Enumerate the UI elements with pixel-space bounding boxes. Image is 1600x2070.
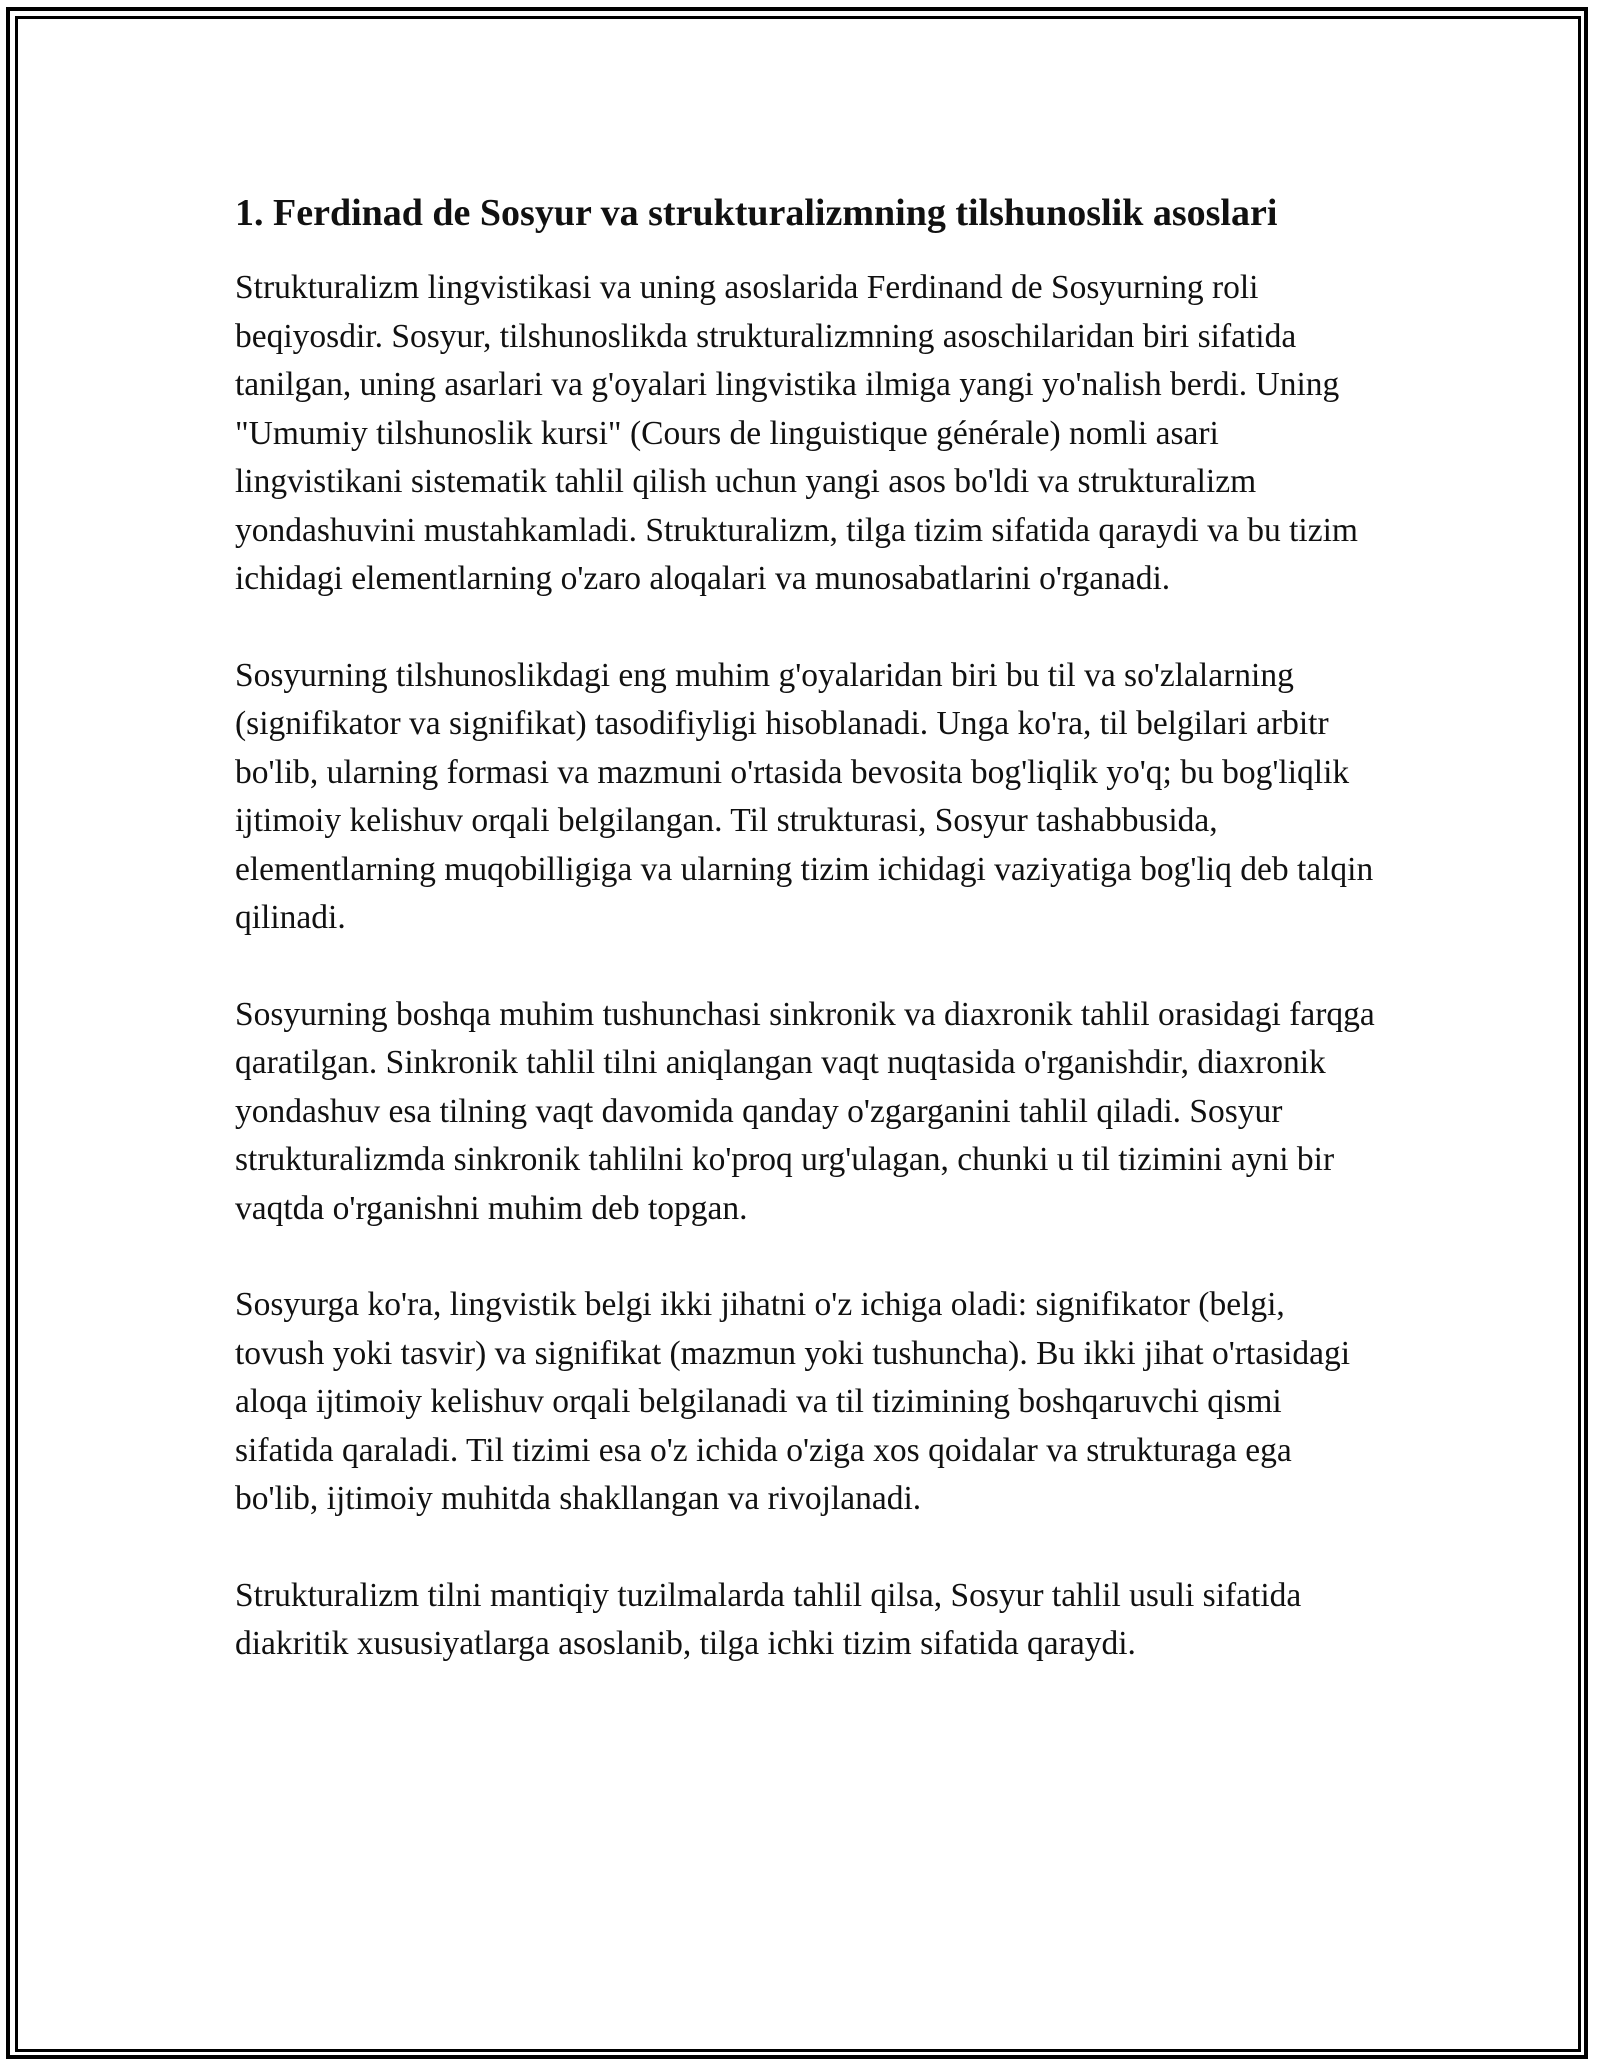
paragraph-5: Strukturalizm tilni mantiqiy tuzilmalarda tahlil qilsa, Sosyur tahlil usuli sifatida diakritik xususiyatlarga asoslanib, tilga ichki tizim sifatida qaraydi. (235, 1576, 1302, 1662)
document-body (235, 186, 1375, 1669)
paragraph-1: Strukturalizm lingvistikasi va uning asoslarida Ferdinand de Sosyurning roli beqiyosdir. Sosyur, tilshunoslikda strukturalizmning asoschilaridan biri sifatida tanilgan, uning asarlari va g'oyalari lingvistika ilmiga yangi yo'nalish berdi. Uning "Umumiy tilshunoslik kursi" (Cours de linguistique générale) nomli asari lingvistikani sistematik tahlil qilish uchun yangi asos bo'ldi va strukturalizm yondashuvini mustahkamladi. Strukturalizm, tilga tizim sifatida qaraydi va bu tizim ichidagi elementlarning o'zaro aloqalari va munosabatlarini o'rganadi. (235, 269, 1358, 597)
section-heading: 1. Ferdinad de Sosyur va strukturalizmning tilshunoslik asoslari (235, 192, 1278, 234)
paragraph-3: Sosyurning boshqa muhim tushunchasi sinkronik va diaxronik tahlil orasidagi farqga qaratilgan. Sinkronik tahlil tilni aniqlangan vaqt nuqtasida o'rganishdir, diaxronik yondashuv esa tilning vaqt davomida qanday o'zgarganini tahlil qiladi. Sosyur strukturalizmda sinkronik tahlilni ko'proq urg'ulagan, chunki u til tizimini ayni bir vaqtda o'rganishni muhim deb topgan. (235, 995, 1375, 1227)
paragraph-4: Sosyurga ko'ra, lingvistik belgi ikki jihatni o'z ichiga oladi: signifikator (belgi, tovush yoki tasvir) va signifikat (mazmun yoki tushuncha). Bu ikki jihat o'rtasidagi aloqa ijtimoiy kelishuv orqali belgilanadi va til tizimining boshqaruvchi qismi sifatida qaraladi. Til tizimi esa o'z ichida o'ziga xos qoidalar va strukturaga ega bo'lib, ijtimoiy muhitda shakllangan va rivojlanadi. (235, 1286, 1351, 1517)
paragraph-2: Sosyurning tilshunoslikdagi eng muhim g'oyalaridan biri bu til va so'zlalarning (signifikator va signifikat) tasodifiyligi hisoblanadi. Unga ko'ra, til belgilari arbitr bo'lib, ularning formasi va mazmuni o'rtasida bevosita bog'liqlik yo'q; bu bog'liqlik ijtimoiy kelishuv orqali belgilangan. Til strukturasi, Sosyur tashabbusida, elementlarning muqobilligiga va ularning tizim ichidagi vaziyatiga bog'liq deb talqin qilinadi. (235, 656, 1374, 936)
